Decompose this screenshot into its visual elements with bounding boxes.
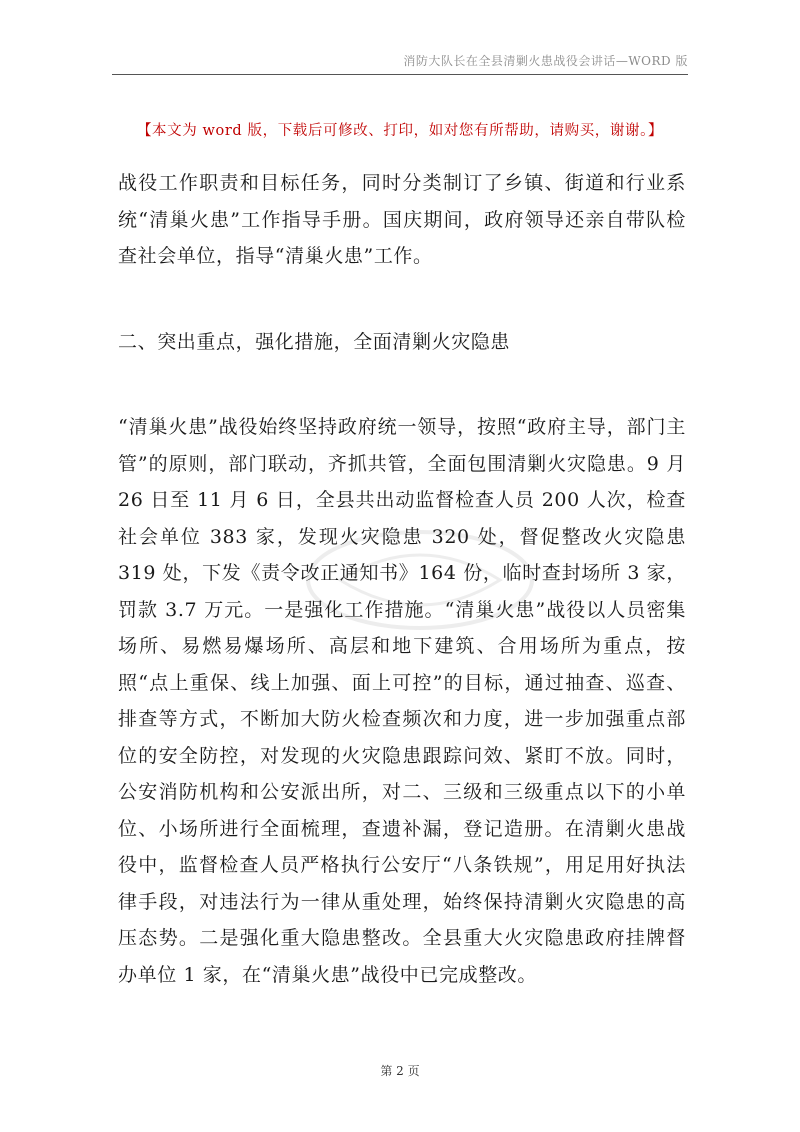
section-heading: 二、突出重点，强化措施，全面清剿火灾隐患	[118, 330, 511, 353]
body-paragraph: “清巢火患”战役始终坚持政府统一领导，按照“政府主导，部门主管”的原则，部门联动，齐抓共管，全面包围清剿火灾隐患。9 月 26 日至 11 月 6 日，全县共出动监督检查人员 200 人次，检查社会单位 383 家，发现火灾隐患 320 处，督促整改火灾隐患 319 处，下发《责令改正通知书》164 份，临时查封场所 3 家，罚款 3.7 万元。一是强化工作措施。“清巢火患”战役以人员密集场所、易燃易爆场所、高层和地下建筑、合用场所为重点，按照“点上重保、线上加强、面上可控”的目标，通过抽查、巡查、排查等方式，不断加大防火检查频次和力度，进一步加强重点部位的安全防控，对发现的火灾隐患跟踪问效、紧盯不放。同时，公安消防机构和公安派出所，对二、三级和三级重点以下的小单位、小场所进行全面梳理，查遗补漏，登记造册。在清剿火患战役中，监督检查人员严格执行公安厅“八条铁规”，用足用好执法律手段，对违法行为一律从重处理，始终保持清剿火灾隐患的高压态势。二是强化重大隐患整改。全县重大火灾隐患政府挂牌督办单位 1 家，在“清巢火患”战役中已完成整改。	[118, 416, 686, 986]
body-paragraph: 战役工作职责和目标任务，同时分类制订了乡镇、街道和行业系统“清巢火患”工作指导手册。国庆期间，政府领导还亲自带队检查社会单位，指导“清巢火患”工作。	[118, 172, 686, 267]
purchase-notice: 【本文为 word 版，下载后可修改、打印，如对您有所帮助，请购买，谢谢。】	[136, 123, 664, 139]
document-header: 消防大队长在全县清剿火患战役会讲话—WORD 版	[403, 54, 688, 68]
document-body	[118, 165, 686, 993]
header-divider	[112, 74, 688, 75]
page-number: 第 2 页	[380, 1064, 420, 1078]
